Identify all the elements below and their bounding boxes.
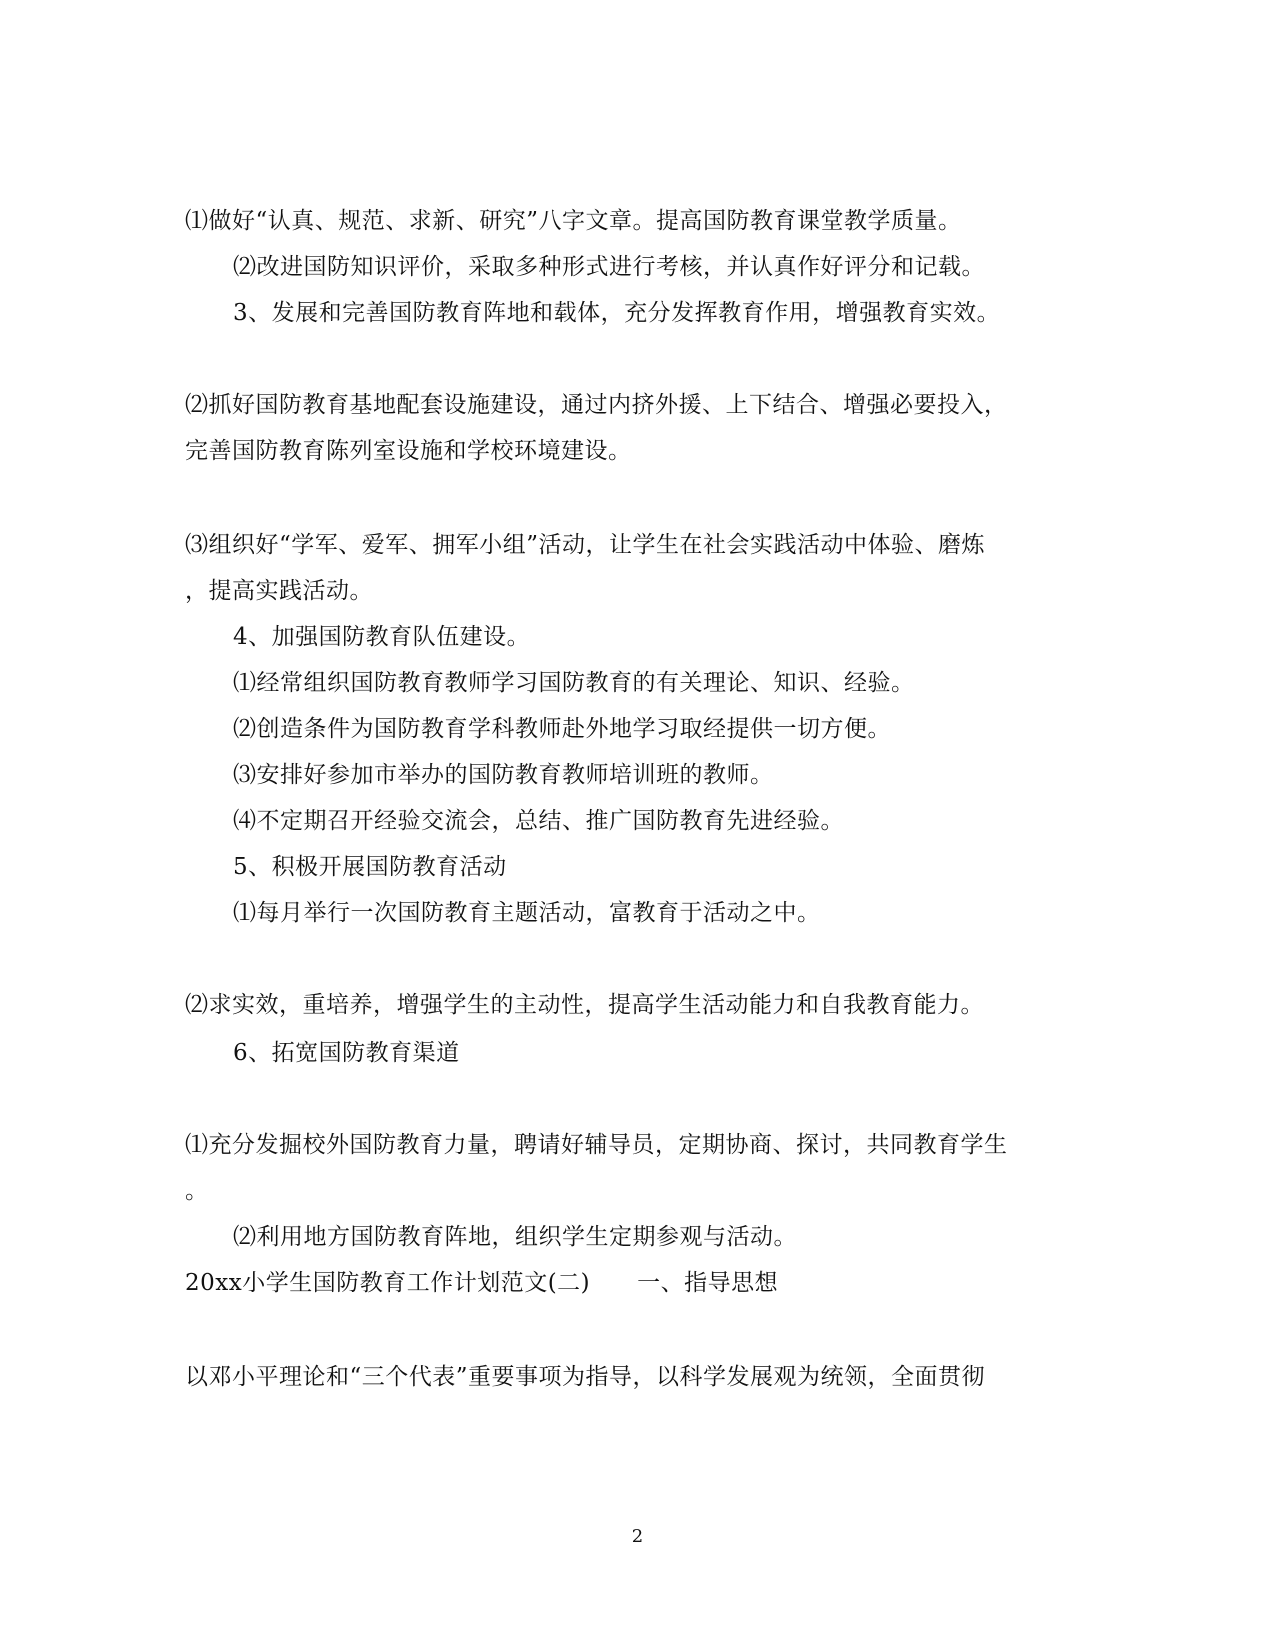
text-line: ⑴充分发掘校外国防教育力量，聘请好辅导员，定期协商、探讨，共同教育学生 xyxy=(185,1132,1008,1158)
text-line: ⑴每月举行一次国防教育主题活动，富教育于活动之中。 xyxy=(233,900,821,926)
text-line: ⑴做好“认真、规范、求新、研究”八字文章。提高国防教育课堂教学质量。 xyxy=(185,208,962,234)
text-line: ⑷不定期召开经验交流会，总结、推广国防教育先进经验。 xyxy=(233,808,844,834)
text-line: 3、发展和完善国防教育阵地和载体，充分发挥教育作用，增强教育实效。 xyxy=(233,300,1001,326)
text-line: ⑵利用地方国防教育阵地，组织学生定期参观与活动。 xyxy=(233,1224,797,1250)
text-line: 以邓小平理论和“三个代表”重要事项为指导，以科学发展观为统领，全面贯彻 xyxy=(185,1364,986,1390)
text-line: ⑵抓好国防教育基地配套设施建设，通过内挤外援、上下结合、增强必要投入， xyxy=(185,392,1008,418)
text-line: ，提高实践活动。 xyxy=(185,578,373,604)
text-line: 5、积极开展国防教育活动 xyxy=(233,854,507,880)
text-line: 6、拓宽国防教育渠道 xyxy=(233,1040,460,1066)
text-line: 。 xyxy=(185,1178,209,1204)
text-line: ⑶组织好“学军、爱军、拥军小组”活动，让学生在社会实践活动中体验、磨炼 xyxy=(185,532,986,558)
text-line: ⑵创造条件为国防教育学科教师赴外地学习取经提供一切方便。 xyxy=(233,716,891,742)
text-line: ⑴经常组织国防教育教师学习国防教育的有关理论、知识、经验。 xyxy=(233,670,915,696)
text-line: ⑵改进国防知识评价，采取多种形式进行考核，并认真作好评分和记载。 xyxy=(233,254,985,280)
section-heading: 20xx小学生国防教育工作计划范文(二) 一、指导思想 xyxy=(185,1270,779,1296)
text-line: 4、加强国防教育队伍建设。 xyxy=(233,624,531,650)
text-line: 完善国防教育陈列室设施和学校环境建设。 xyxy=(185,438,632,464)
text-line: ⑶安排好参加市举办的国防教育教师培训班的教师。 xyxy=(233,762,774,788)
text-line: ⑵求实效，重培养，增强学生的主动性，提高学生活动能力和自我教育能力。 xyxy=(185,992,984,1018)
page-number: 2 xyxy=(631,1526,644,1547)
